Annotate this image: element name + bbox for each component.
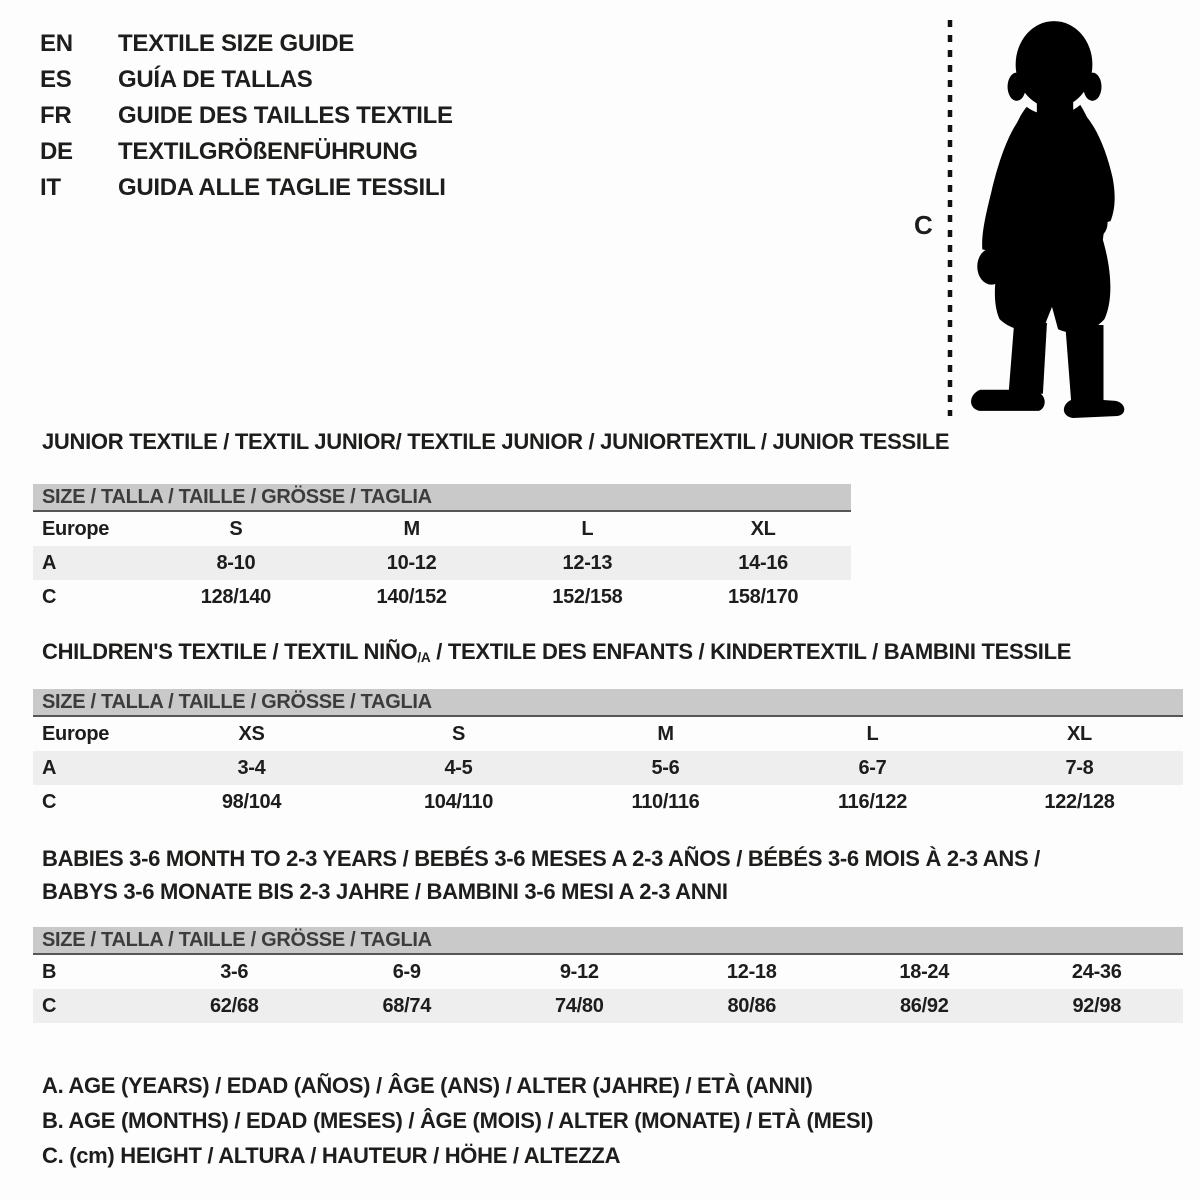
value-cell: 10-12 <box>386 551 437 574</box>
language-title: GUÍA DE TALLAS <box>118 66 313 93</box>
value-cell: 24-36 <box>1071 960 1122 983</box>
table-row <box>33 955 1183 989</box>
value-cell: 5-6 <box>651 756 680 779</box>
children-section-title <box>42 639 1071 665</box>
babies-section-title-line2: BABYS 3-6 MONATE BIS 2-3 JAHRE / BAMBINI 3-6 MESI A 2-3 ANNI <box>42 879 728 904</box>
children-title-main: CHILDREN'S TEXTILE / TEXTIL NIÑO <box>42 639 418 664</box>
size-cell: XL <box>750 517 776 540</box>
value-cell: 8-10 <box>216 551 256 574</box>
babies-size-header: SIZE / TALLA / TAILLE / GRÖSSE / TAGLIA <box>33 927 1183 955</box>
language-title: TEXTILE SIZE GUIDE <box>118 30 354 57</box>
row-label: Europe <box>42 722 110 745</box>
legend-line-a: A. AGE (YEARS) / EDAD (AÑOS) / ÂGE (ANS) / ALTER (JAHRE) / ETÀ (ANNI) <box>42 1073 813 1098</box>
junior-size-table <box>33 484 851 614</box>
children-size-table <box>33 689 1183 819</box>
language-row-it <box>40 170 453 206</box>
value-cell: 122/128 <box>1044 790 1115 813</box>
table-row <box>33 717 1183 751</box>
language-code: FR <box>40 102 72 129</box>
language-row-en <box>40 26 453 62</box>
language-row-de <box>40 134 453 170</box>
value-cell: 14-16 <box>738 551 788 574</box>
junior-section-title: JUNIOR TEXTILE / TEXTIL JUNIOR/ TEXTILE JUNIOR / JUNIORTEXTIL / JUNIOR TESSILE <box>42 429 950 454</box>
value-cell: 18-24 <box>899 960 950 983</box>
language-code: IT <box>40 174 61 201</box>
children-title-subscript: /A <box>417 650 431 665</box>
value-cell: 3-4 <box>237 756 266 779</box>
height-measure-label: C <box>914 210 933 240</box>
row-label: C <box>42 994 57 1017</box>
language-title: GUIDA ALLE TAGLIE TESSILI <box>118 174 446 201</box>
value-cell: 152/158 <box>552 585 623 608</box>
value-cell: 140/152 <box>376 585 447 608</box>
size-cell: L <box>866 722 879 745</box>
row-label: A <box>42 756 57 779</box>
value-cell: 6-9 <box>392 960 421 983</box>
value-cell: 9-12 <box>559 960 599 983</box>
value-cell: 62/68 <box>209 994 259 1017</box>
value-cell: 4-5 <box>444 756 473 779</box>
value-cell: 6-7 <box>858 756 887 779</box>
value-cell: 12-13 <box>562 551 613 574</box>
value-cell: 98/104 <box>221 790 282 813</box>
value-cell: 92/98 <box>1072 994 1122 1017</box>
size-cell: M <box>657 722 674 745</box>
size-cell: S <box>229 517 243 540</box>
babies-size-table <box>33 927 1183 1023</box>
value-cell: 80/86 <box>727 994 777 1017</box>
language-code: ES <box>40 66 72 93</box>
language-row-es <box>40 62 453 98</box>
language-title: GUIDE DES TAILLES TEXTILE <box>118 102 453 129</box>
language-title: TEXTILGRÖßENFÜHRUNG <box>118 138 418 165</box>
size-cell: XS <box>238 722 265 745</box>
language-row-fr <box>40 98 453 134</box>
legend-line-b: B. AGE (MONTHS) / EDAD (MESES) / ÂGE (MOIS) / ALTER (MONATE) / ETÀ (MESI) <box>42 1108 874 1133</box>
size-cell: M <box>403 517 420 540</box>
toddler-silhouette-icon <box>966 14 1138 418</box>
table-row <box>33 580 851 614</box>
size-cell: S <box>451 722 466 745</box>
measure-legend <box>42 1068 873 1173</box>
row-label: C <box>42 790 57 813</box>
row-label: B <box>42 960 57 983</box>
junior-size-header: SIZE / TALLA / TAILLE / GRÖSSE / TAGLIA <box>33 484 851 512</box>
language-list <box>40 26 453 206</box>
size-cell: XL <box>1067 722 1092 745</box>
value-cell: 86/92 <box>899 994 949 1017</box>
babies-section-title-line1: BABIES 3-6 MONTH TO 2-3 YEARS / BEBÉS 3-6 MESES A 2-3 AÑOS / BÉBÉS 3-6 MOIS À 2-3 ANS / <box>42 846 1040 871</box>
value-cell: 68/74 <box>382 994 432 1017</box>
row-label: Europe <box>42 517 110 540</box>
value-cell: 3-6 <box>220 960 249 983</box>
value-cell: 110/116 <box>631 790 700 813</box>
children-title-rest: / TEXTILE DES ENFANTS / KINDERTEXTIL / BAMBINI TESSILE <box>430 639 1072 664</box>
children-size-header: SIZE / TALLA / TAILLE / GRÖSSE / TAGLIA <box>33 689 1183 717</box>
value-cell: 128/140 <box>200 585 271 608</box>
legend-line-c: C. (cm) HEIGHT / ALTURA / HAUTEUR / HÖHE / ALTEZZA <box>42 1143 621 1168</box>
table-row <box>33 989 1183 1023</box>
language-code: DE <box>40 138 73 165</box>
height-dashed-line-icon <box>946 18 954 418</box>
table-row <box>33 546 851 580</box>
value-cell: 116/122 <box>837 790 908 813</box>
table-row <box>33 512 851 546</box>
value-cell: 158/170 <box>728 585 799 608</box>
value-cell: 74/80 <box>554 994 604 1017</box>
table-row <box>33 785 1183 819</box>
row-label: C <box>42 585 57 608</box>
size-cell: L <box>581 517 594 540</box>
value-cell: 12-18 <box>726 960 777 983</box>
value-cell: 104/110 <box>423 790 494 813</box>
language-code: EN <box>40 30 73 57</box>
value-cell: 7-8 <box>1065 756 1094 779</box>
row-label: A <box>42 551 57 574</box>
table-row <box>33 751 1183 785</box>
